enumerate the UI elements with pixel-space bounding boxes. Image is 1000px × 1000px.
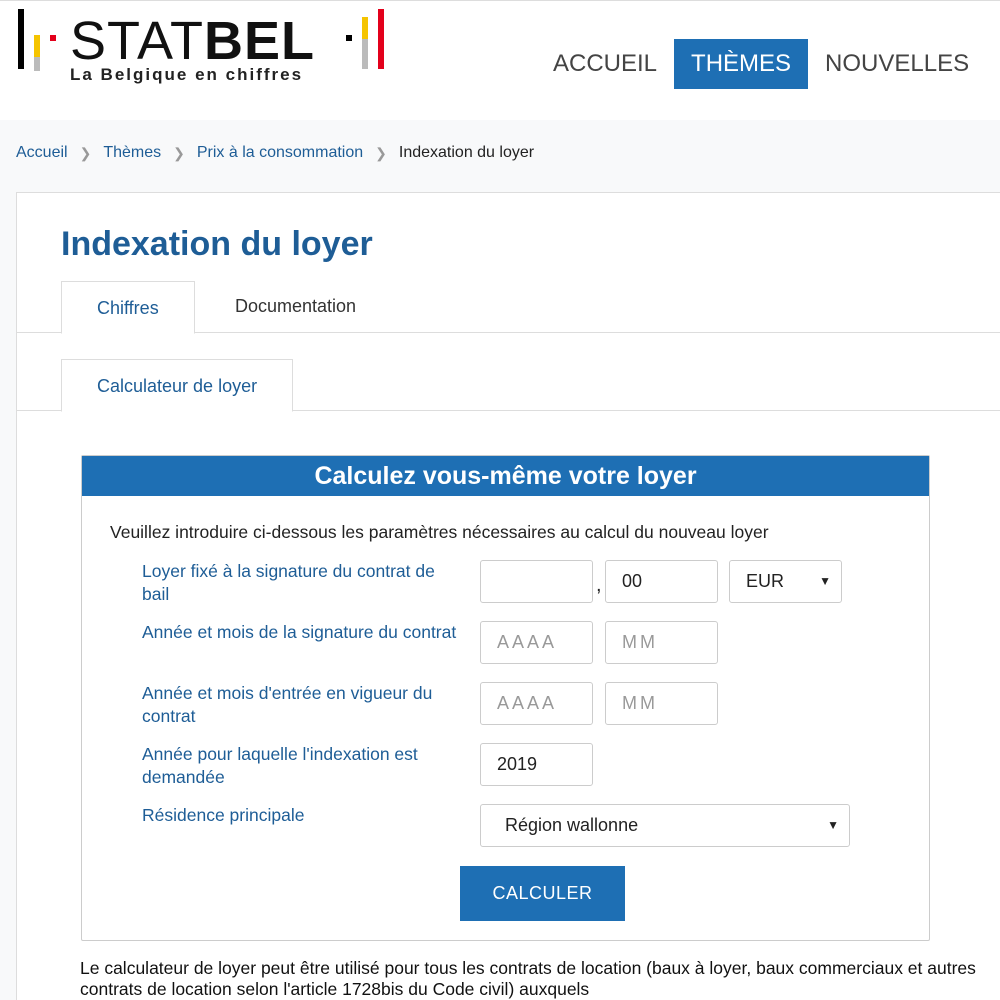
chevron-right-icon: ❯ — [173, 144, 185, 161]
main-nav — [536, 39, 986, 89]
index-year-input[interactable]: 2019 — [480, 743, 593, 786]
breadcrumb-current: Indexation du loyer — [398, 144, 535, 161]
entry-year-input[interactable]: AAAA — [480, 682, 593, 725]
rent-label: Loyer fixé à la signature du contrat de bail — [142, 561, 435, 604]
chevron-down-icon: ▼ — [819, 574, 831, 588]
chevron-right-icon: ❯ — [375, 144, 387, 161]
content-panel — [16, 192, 1000, 1000]
breadcrumb-themes[interactable]: Thèmes — [103, 144, 162, 161]
logo-bar-gray-right — [362, 39, 368, 69]
nav-accueil[interactable]: ACCUEIL — [553, 50, 658, 77]
logo-bold: BEL — [204, 11, 315, 71]
logo-wordmark — [70, 13, 315, 69]
nav-themes[interactable]: THÈMES — [674, 39, 808, 89]
currency-select[interactable] — [729, 560, 842, 603]
rent-amount-input[interactable] — [480, 560, 593, 603]
breadcrumb — [16, 144, 534, 162]
logo-bar-black — [18, 9, 24, 69]
breadcrumb-prix[interactable]: Prix à la consommation — [196, 144, 364, 161]
breadcrumb-accueil[interactable]: Accueil — [16, 144, 68, 161]
entry-date-label: Année et mois d'entrée en vigueur du contrat — [142, 683, 433, 726]
index-year-label: Année pour laquelle l'indexation est demandée — [142, 744, 418, 787]
calculator-intro: Veuillez introduire ci-dessous les paramètres nécessaires au calcul du nouveau loyer — [110, 522, 769, 542]
tab-documentation[interactable]: Documentation — [235, 296, 357, 316]
currency-value: EUR — [746, 571, 785, 591]
chevron-right-icon: ❯ — [79, 144, 92, 161]
residence-label: Résidence principale — [142, 805, 305, 825]
calculator-title: Calculez vous-même votre loyer — [82, 456, 929, 496]
decimal-comma: , — [596, 574, 602, 596]
logo-bar-black-right — [346, 35, 352, 41]
calculator-description: Le calculateur de loyer peut être utilisé pour tous les contrats de location (baux à loyer, baux commerciaux et autres contrats de location selon l'article 1728bis du Code civil) auxquels — [80, 958, 976, 999]
logo-bar-yellow — [34, 35, 40, 57]
statbel-logo[interactable] — [14, 7, 394, 87]
logo-bar-yellow-right — [362, 17, 368, 39]
sign-month-input[interactable]: MM — [605, 621, 718, 664]
residence-select[interactable] — [480, 804, 850, 847]
nav-nouvelles[interactable]: NOUVELLES — [825, 50, 970, 77]
tab-chiffres[interactable]: Chiffres — [61, 281, 195, 334]
logo-tagline: La Belgique en chiffres — [70, 65, 304, 84]
tab-calculateur[interactable]: Calculateur de loyer — [61, 359, 293, 412]
entry-month-input[interactable]: MM — [605, 682, 718, 725]
logo-bar-red-right — [378, 9, 384, 69]
site-header — [0, 0, 1000, 120]
residence-value: Région wallonne — [505, 815, 639, 835]
logo-bar-red — [50, 35, 56, 41]
main-tabs — [17, 281, 1000, 333]
sign-date-label: Année et mois de la signature du contrat — [142, 622, 457, 642]
sign-year-input[interactable]: AAAA — [480, 621, 593, 664]
page-title: Indexation du loyer — [61, 225, 373, 263]
calculate-button[interactable]: CALCULER — [460, 866, 625, 921]
rent-cents-input[interactable]: 00 — [605, 560, 718, 603]
sub-tabs — [17, 359, 1000, 411]
logo-bar-gray — [34, 57, 40, 71]
chevron-down-icon: ▼ — [827, 818, 839, 832]
rent-calculator — [81, 455, 930, 941]
logo-light: STAT — [70, 11, 204, 71]
